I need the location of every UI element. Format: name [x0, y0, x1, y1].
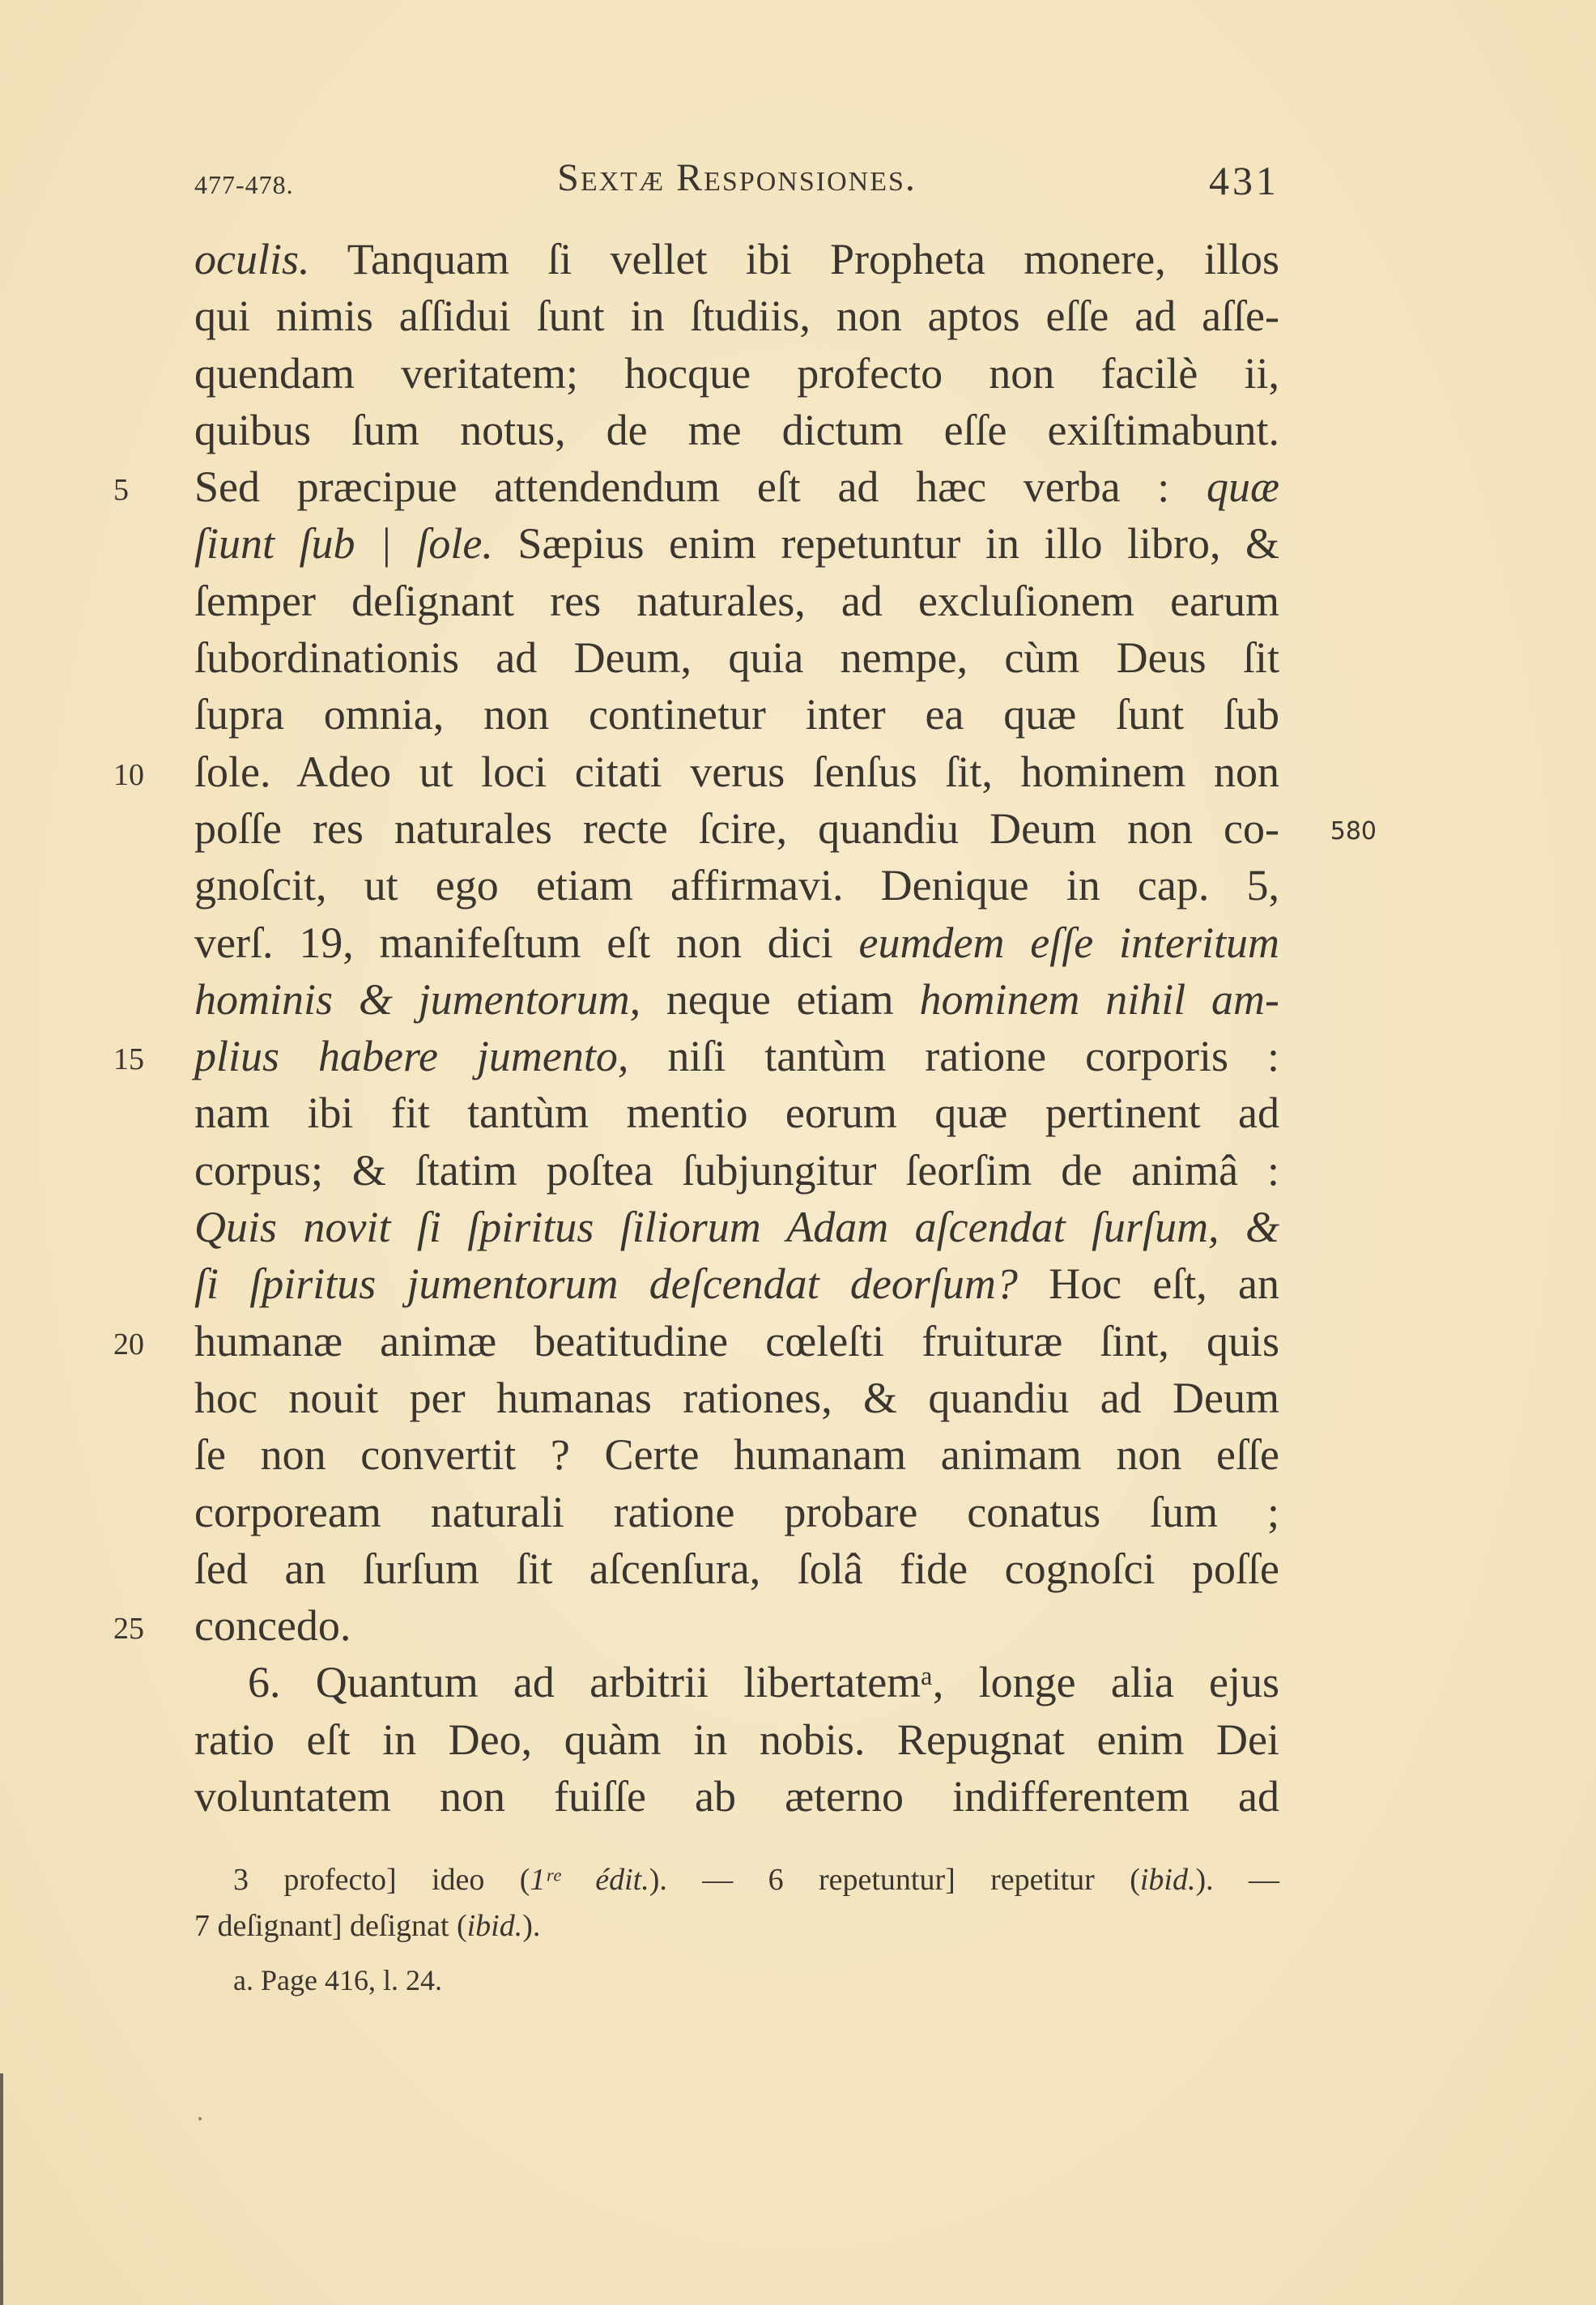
paper-speck: [198, 2117, 202, 2120]
italic-segment: hominem nihil am-: [919, 974, 1280, 1024]
text-segment: 6. Quantum ad arbitrii libertatemᵃ, longe alia ejus: [248, 1658, 1279, 1707]
text-line: [194, 1484, 1279, 1540]
footnote: a. Page 416, l. 24.: [233, 1964, 442, 1996]
text-line: [113, 1597, 1279, 1654]
line-number: 10: [113, 757, 144, 792]
running-header: [194, 156, 1279, 212]
text-line: [194, 345, 1279, 402]
note-line: [194, 1903, 1279, 1949]
page-edge-shadow: [0, 2073, 3, 2305]
text-segment: ratio eſt in Deo, quàm in nobis. Repugnat enim Dei: [194, 1715, 1279, 1764]
text-segment: ). —: [1195, 1863, 1280, 1897]
text-segment: quendam veritatem; hocque profecto non facilè ii,: [194, 348, 1279, 398]
text-segment: Sæpius enim repetuntur in illo libro, &: [492, 519, 1279, 569]
text-line: [194, 1142, 1279, 1199]
line-number: 15: [113, 1042, 144, 1077]
italic-segment: ibid.: [466, 1909, 523, 1943]
text-line: [194, 1084, 1279, 1141]
text-segment: ſed an ſurſum ſit aſcenſura, ſolâ fide cognoſci poſſe: [194, 1544, 1279, 1593]
text-line: [194, 1654, 1279, 1711]
italic-segment: oculis.: [194, 235, 310, 283]
text-segment: ſupra omnia, non continetur inter ea quæ ſunt ſub: [194, 690, 1279, 739]
text-segment: neque etiam: [641, 974, 920, 1024]
text-segment: corpoream naturali ratione probare conatus ſum ;: [194, 1487, 1279, 1536]
text-segment: voluntatem non fuiſſe ab æterno indifferentem ad: [194, 1772, 1279, 1821]
text-line: [194, 1255, 1279, 1312]
italic-segment: ibid.: [1139, 1863, 1196, 1897]
italic-segment: Quis novit ſi ſpiritus ſiliorum Adam aſcendat ſurſum, &: [194, 1203, 1279, 1252]
text-segment: quibus ſum notus, de me dictum eſſe exiſtimabunt.: [194, 405, 1279, 454]
text-segment: niſi tantùm ratione corporis :: [628, 1032, 1279, 1081]
text-segment: gnoſcit, ut ego etiam affirmavi. Denique in cap. 5,: [194, 861, 1279, 910]
text-line: [194, 1768, 1279, 1825]
text-line: [194, 800, 1377, 857]
italic-segment: 1ʳᵉ édit.: [530, 1863, 649, 1897]
text-segment: humanæ animæ beatitudine cœleſti fruituræ ſint, quis: [194, 1316, 1279, 1366]
note-line: [194, 1857, 1279, 1903]
text-segment: ſubordinationis ad Deum, quia nempe, cùm Deus ſit: [194, 633, 1279, 683]
text-segment: corpus; & ſtatim poſtea ſubjungitur ſeorſim de animâ :: [194, 1145, 1279, 1195]
text-segment: ).: [522, 1909, 541, 1943]
text-segment: nam ibi fit tantùm mentio eorum quæ pertinent ad: [194, 1089, 1279, 1138]
text-segment: hoc nouit per humanas rationes, & quandiu ad Deum: [194, 1373, 1279, 1422]
italic-segment: ſiunt ſub | ſole.: [194, 519, 493, 569]
text-line: [194, 288, 1279, 344]
main-text: [113, 231, 1377, 1825]
text-line: [194, 1540, 1279, 1597]
text-line: [113, 1313, 1279, 1370]
text-line: [194, 971, 1279, 1028]
italic-segment: hominis & jumentorum,: [194, 974, 641, 1024]
running-title: Sextæ Responsiones.: [557, 156, 917, 199]
text-segment: Sed præcipue attendendum eſt ad hæc verba :: [194, 462, 1207, 512]
italic-segment: quæ: [1206, 462, 1279, 512]
variant-notes: [194, 1857, 1279, 1949]
text-line: [194, 629, 1279, 686]
text-line: [194, 402, 1279, 458]
text-segment: ſole. Adeo ut loci citati verus ſenſus ſit, hominem non: [194, 747, 1279, 796]
text-line: [194, 573, 1279, 629]
text-segment: 3 profecto] ideo (: [233, 1863, 530, 1897]
line-number: 20: [113, 1327, 144, 1361]
text-segment: ). — 6 repetuntur] repetitur (: [649, 1863, 1140, 1897]
text-line: [194, 231, 1279, 288]
text-line: [194, 686, 1279, 743]
text-line: [113, 458, 1279, 515]
italic-segment: ſi ſpiritus jumentorum deſcendat deorſum?: [194, 1259, 1018, 1309]
text-line: [113, 1028, 1279, 1084]
text-segment: qui nimis aſſidui ſunt in ſtudiis, non aptos eſſe ad aſſe-: [194, 292, 1279, 341]
page-number: 431: [1209, 158, 1279, 203]
italic-segment: plius habere jumento,: [194, 1032, 629, 1081]
text-segment: ſe non convertit ? Certe humanam animam non eſſe: [194, 1430, 1279, 1480]
text-segment: verſ. 19, manifeſtum eſt non dici: [194, 918, 859, 967]
margin-page-ref: 580: [1330, 816, 1377, 846]
text-segment: Tanquam ſi vellet ibi Propheta monere, illos: [309, 235, 1279, 283]
italic-segment: eumdem eſſe interitum: [858, 918, 1279, 967]
text-segment: poſſe res naturales recte ſcire, quandiu Deum non co-: [194, 803, 1279, 853]
text-line: [194, 1426, 1279, 1483]
text-line: [194, 1370, 1279, 1426]
line-number: 25: [113, 1612, 144, 1647]
text-segment: ſemper deſignant res naturales, ad excluſionem earum: [194, 576, 1279, 625]
text-line: [194, 857, 1279, 914]
text-line: [194, 515, 1279, 572]
text-line: [194, 1199, 1279, 1255]
text-line: [194, 1711, 1279, 1768]
text-line: [113, 743, 1279, 800]
text-segment: 7 deſignant] deſignat (: [194, 1909, 467, 1943]
text-segment: concedo.: [194, 1601, 351, 1651]
page-range: 477-478.: [194, 170, 294, 199]
line-number: 5: [113, 473, 129, 508]
text-line: [194, 914, 1279, 971]
text-segment: Hoc eſt, an: [1017, 1259, 1280, 1309]
